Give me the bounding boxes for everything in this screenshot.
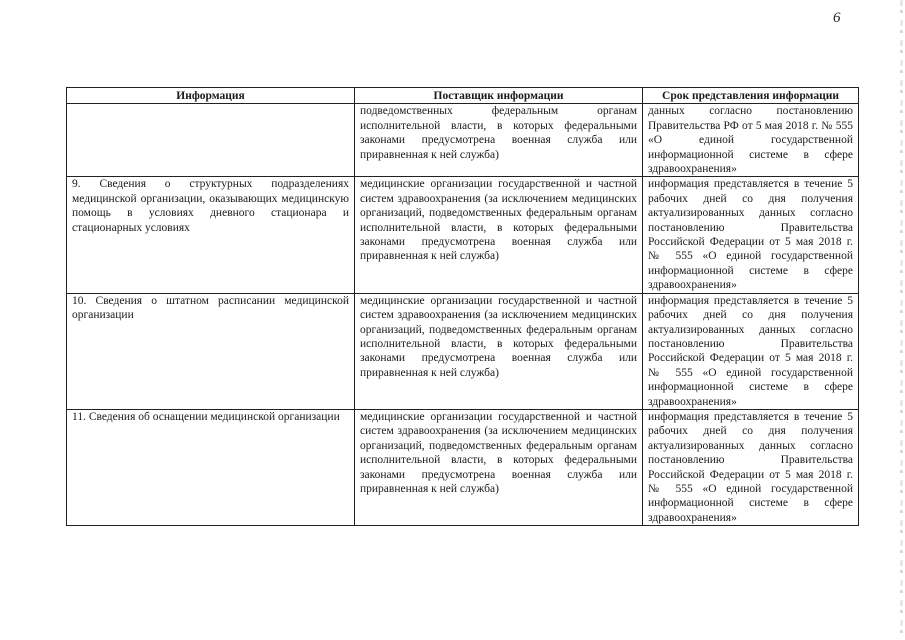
scan-edge-artifact — [900, 0, 903, 640]
cell-supplier: медицинские организации государственной и частной систем здравоохранения (за исключением медицинских организаций, подведомственных федеральным органам исполнительной власти, в которых федеральными законами предусмотрена военная служба или приравненная к ней служба) — [355, 409, 643, 525]
table-row — [67, 177, 859, 293]
table-row — [67, 104, 859, 177]
cell-supplier: медицинские организации государственной и частной систем здравоохранения (за исключением медицинских организаций, подведомственных федеральным органам исполнительной власти, в которых федеральными законами предусмотрена военная служба или приравненная к ней служба) — [355, 177, 643, 293]
cell-supplier: медицинские организации государственной и частной систем здравоохранения (за исключением медицинских организаций, подведомственных федеральным органам исполнительной власти, в которых федеральными законами предусмотрена военная служба или приравненная к ней служба) — [355, 293, 643, 409]
cell-term: данных согласно постановлению Правительства РФ от 5 мая 2018 г. № 555 «О единой государственной информационной системе в сфере здравоохранения» — [643, 104, 859, 177]
table-row — [67, 409, 859, 525]
header-term: Срок представления информации — [643, 88, 859, 104]
information-table — [66, 87, 859, 526]
header-info: Информация — [67, 88, 355, 104]
cell-info: 11. Сведения об оснащении медицинской организации — [67, 409, 355, 525]
cell-term: информация представляется в течение 5 рабочих дней со дня получения актуализированных данных согласно постановлению Правительства Российской Федерации от 5 мая 2018 г. № 555 «О единой государственной информационной системе в сфере здравоохранения» — [643, 293, 859, 409]
cell-info — [67, 104, 355, 177]
cell-info: 10. Сведения о штатном расписании медицинской организации — [67, 293, 355, 409]
cell-term: информация представляется в течение 5 рабочих дней со дня получения актуализированных данных согласно постановлению Правительства Российской Федерации от 5 мая 2018 г. № 555 «О единой государственной информационной системе в сфере здравоохранения» — [643, 409, 859, 525]
cell-term: информация представляется в течение 5 рабочих дней со дня получения актуализированных данных согласно постановлению Правительства Российской Федерации от 5 мая 2018 г. № 555 «О единой государственной информационной системе в сфере здравоохранения» — [643, 177, 859, 293]
table-row — [67, 293, 859, 409]
table-header-row — [67, 88, 859, 104]
cell-supplier: подведомственных федеральным органам исполнительной власти, в которых федеральными законами предусмотрена военная служба или приравненная к ней служба) — [355, 104, 643, 177]
cell-info: 9. Сведения о структурных подразделениях медицинской организации, оказывающих медицинскую помощь в условиях дневного стационара и стационарных условиях — [67, 177, 355, 293]
page-number: 6 — [833, 10, 841, 26]
header-supplier: Поставщик информации — [355, 88, 643, 104]
